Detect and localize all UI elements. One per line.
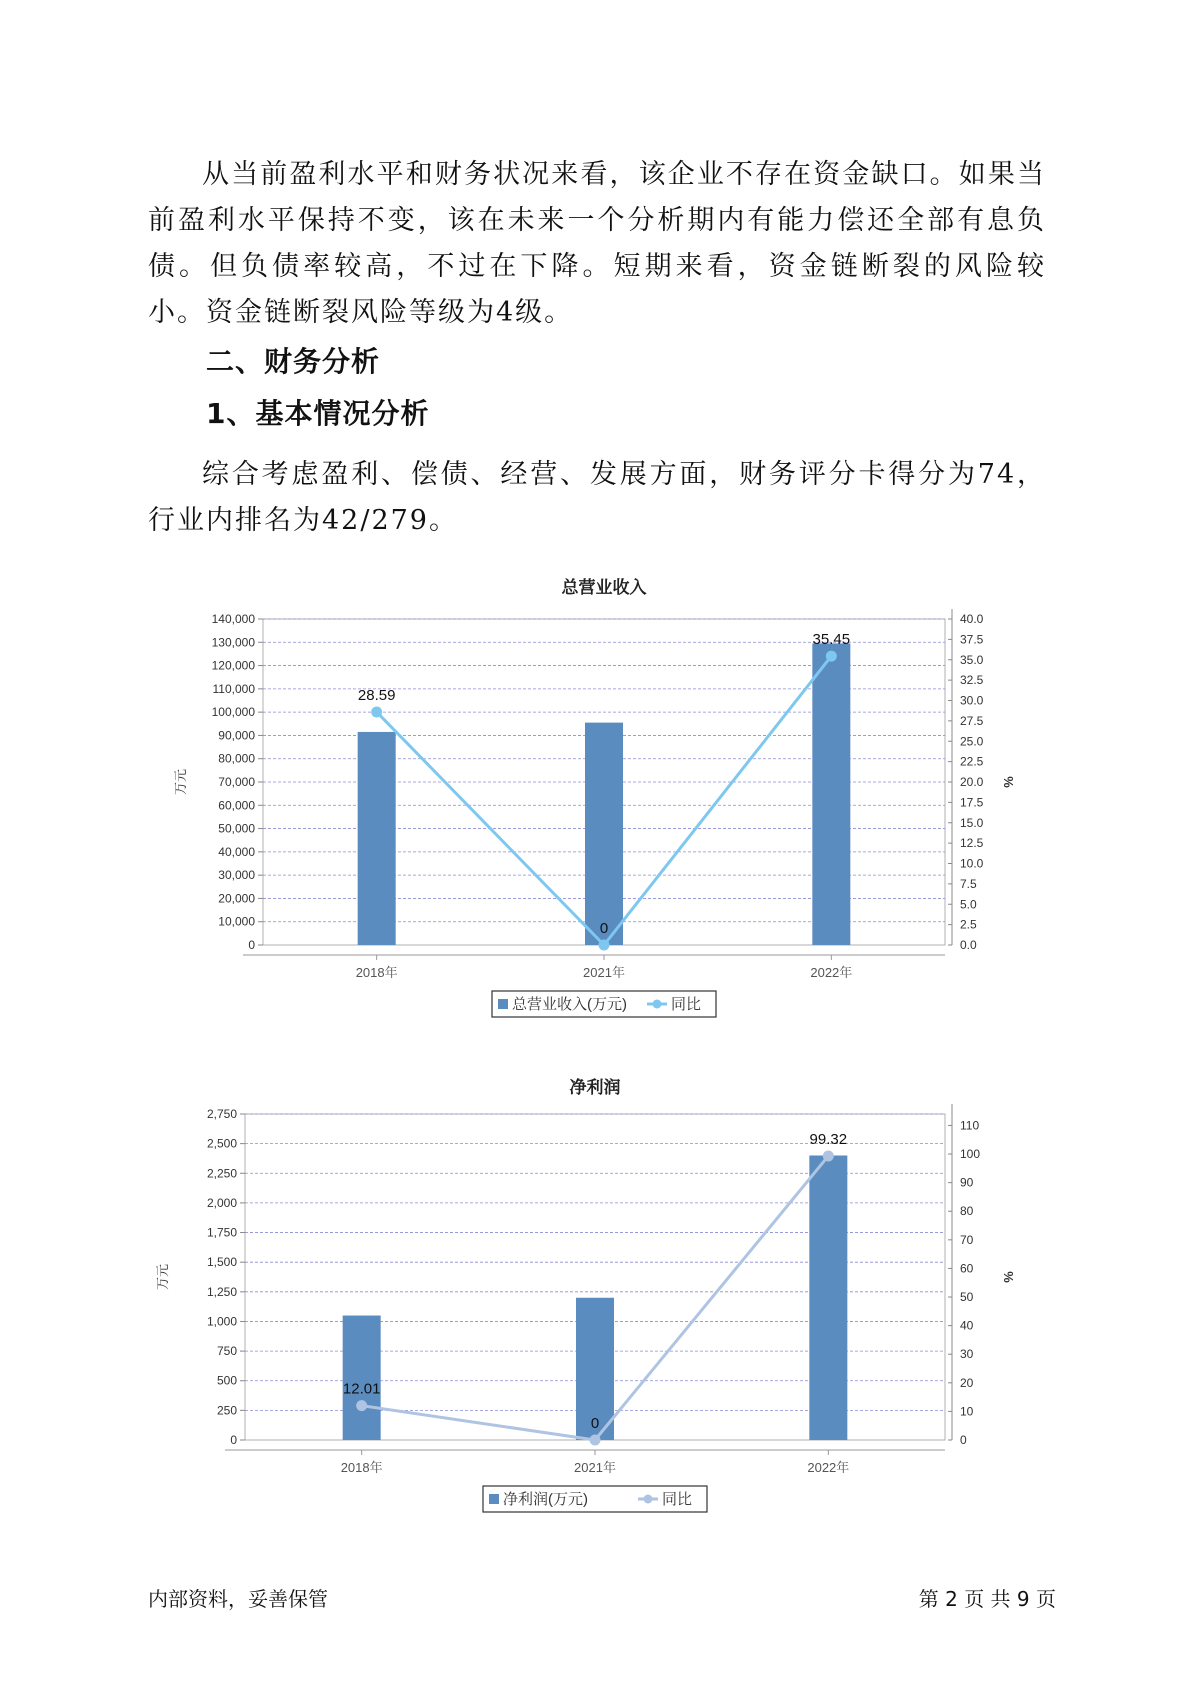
y2-tick-label: 30.0: [960, 693, 984, 708]
y-tick-label: 2,250: [206, 1166, 237, 1181]
x-tick-label: 2018年: [340, 1460, 383, 1475]
y-tick-label: 500: [216, 1373, 237, 1388]
y2-tick-label: 12.5: [960, 836, 984, 851]
yoy-point: [823, 1150, 834, 1161]
yoy-data-label: 35.45: [812, 631, 851, 649]
legend-bar-swatch: [498, 999, 508, 1009]
yoy-data-label: 99.32: [809, 1130, 848, 1148]
y-tick-label: 2,750: [206, 1107, 237, 1121]
y2-tick-label: 110: [960, 1118, 980, 1133]
y2-tick-label: 100: [960, 1147, 981, 1162]
y-tick-label: 70,000: [218, 775, 255, 789]
y-tick-label: 0: [230, 1433, 237, 1447]
y-tick-label: 0: [248, 938, 255, 952]
y-tick-label: 30,000: [218, 868, 255, 883]
x-tick-label: 2018年: [355, 965, 398, 980]
y-tick-label: 60,000: [218, 798, 255, 813]
y2-tick-label: 20.0: [960, 775, 984, 789]
y2-tick-label: 22.5: [960, 754, 984, 769]
revenue-chart: [0, 565, 1191, 1025]
y-axis-label: 万元: [173, 768, 188, 796]
y2-axis-label: %: [1001, 776, 1016, 788]
net-profit-chart: [0, 1065, 1191, 1525]
y-tick-label: 1,000: [206, 1314, 237, 1329]
y2-tick-label: 40: [960, 1318, 974, 1333]
legend-line-marker: [653, 1000, 662, 1009]
footer-note: 内部资料，妥善保管: [148, 1587, 328, 1611]
y2-tick-label: 20: [960, 1375, 974, 1390]
bar: [585, 723, 623, 945]
x-tick-label: 2022年: [810, 965, 853, 980]
y2-tick-label: 7.5: [960, 876, 977, 891]
yoy-data-label: 0: [599, 920, 609, 937]
y-tick-label: 50,000: [218, 821, 255, 836]
y2-tick-label: 80: [960, 1204, 974, 1219]
y-tick-label: 1,750: [206, 1225, 237, 1240]
section-heading: 二、财务分析: [206, 345, 381, 378]
y-tick-label: 110,000: [212, 681, 255, 696]
y2-tick-label: 0.0: [960, 938, 977, 952]
y2-tick-label: 37.5: [960, 632, 984, 647]
yoy-point: [590, 1435, 601, 1446]
yoy-point: [371, 706, 382, 717]
y2-tick-label: 35.0: [960, 652, 984, 667]
y2-tick-label: 40.0: [960, 612, 984, 626]
y-tick-label: 10,000: [218, 914, 255, 929]
y-tick-label: 120,000: [211, 658, 255, 673]
y-tick-label: 1,250: [206, 1284, 237, 1299]
legend-line-label: 同比: [671, 996, 702, 1013]
y-tick-label: 2,000: [206, 1195, 237, 1210]
bar: [343, 1316, 381, 1440]
y2-tick-label: 27.5: [960, 713, 984, 728]
y2-tick-label: 25.0: [960, 734, 984, 749]
x-tick-label: 2022年: [807, 1460, 850, 1475]
y-tick-label: 2,500: [206, 1136, 237, 1151]
y2-tick-label: 17.5: [960, 795, 984, 810]
paragraph-risk-summary: 从当前盈利水平和财务状况来看，该企业不存在资金缺口。如果当前盈利水平保持不变，该在未来一个分析期内有能力偿还全部有息负债。但负债率较高，不过在下降。短期来看，资金链断裂的风险较小。资金链断裂风险等级为4级。: [148, 159, 1046, 328]
y-tick-label: 250: [216, 1403, 237, 1418]
y-tick-label: 750: [216, 1344, 237, 1359]
legend-line-label: 同比: [662, 1491, 693, 1508]
y2-tick-label: 15.0: [960, 815, 984, 830]
y2-tick-label: 60: [960, 1261, 974, 1276]
legend-line-marker: [644, 1495, 653, 1504]
yoy-data-label: 0: [590, 1415, 600, 1432]
y-tick-label: 140,000: [211, 612, 255, 626]
bar: [358, 732, 396, 945]
x-tick-label: 2021年: [583, 965, 625, 980]
y2-tick-label: 30: [960, 1347, 974, 1362]
y2-tick-label: 10.0: [960, 856, 984, 871]
y-tick-label: 100,000: [211, 705, 255, 720]
y2-tick-label: 2.5: [960, 917, 977, 932]
yoy-point: [826, 651, 837, 662]
y2-tick-label: 50: [960, 1290, 974, 1305]
page-number: 第 2 页 共 9 页: [918, 1587, 1056, 1611]
legend-bar-label: 总营业收入(万元): [512, 996, 627, 1013]
y2-tick-label: 10: [960, 1404, 974, 1419]
y-tick-label: 130,000: [211, 635, 255, 650]
y2-tick-label: 90: [960, 1175, 974, 1190]
y-tick-label: 80,000: [218, 751, 255, 766]
y-tick-label: 20,000: [218, 891, 255, 906]
bar: [809, 1155, 847, 1440]
y-axis-label: 万元: [155, 1263, 170, 1291]
legend-bar-swatch: [489, 1494, 499, 1504]
yoy-point: [356, 1400, 367, 1411]
y2-tick-label: 32.5: [960, 673, 984, 688]
y-tick-label: 40,000: [218, 844, 255, 859]
chart-title: 净利润: [569, 1078, 621, 1097]
y-tick-label: 90,000: [218, 728, 255, 743]
y2-tick-label: 5.0: [960, 897, 977, 912]
y2-axis-label: %: [1001, 1271, 1016, 1283]
subsection-heading: 1、基本情况分析: [206, 397, 430, 430]
yoy-data-label: 28.59: [357, 686, 396, 704]
y2-tick-label: 0: [960, 1433, 967, 1447]
yoy-point: [599, 940, 610, 951]
yoy-data-label: 12.01: [342, 1380, 381, 1398]
legend-bar-label: 净利润(万元): [503, 1491, 588, 1508]
paragraph-score: 综合考虑盈利、偿债、经营、发展方面，财务评分卡得分为74，行业内排名为42/279。: [148, 459, 1046, 536]
x-tick-label: 2021年: [574, 1460, 616, 1475]
bar: [812, 643, 850, 945]
y2-tick-label: 70: [960, 1232, 974, 1247]
y-tick-label: 1,500: [206, 1255, 237, 1270]
chart-title: 总营业收入: [561, 578, 647, 597]
